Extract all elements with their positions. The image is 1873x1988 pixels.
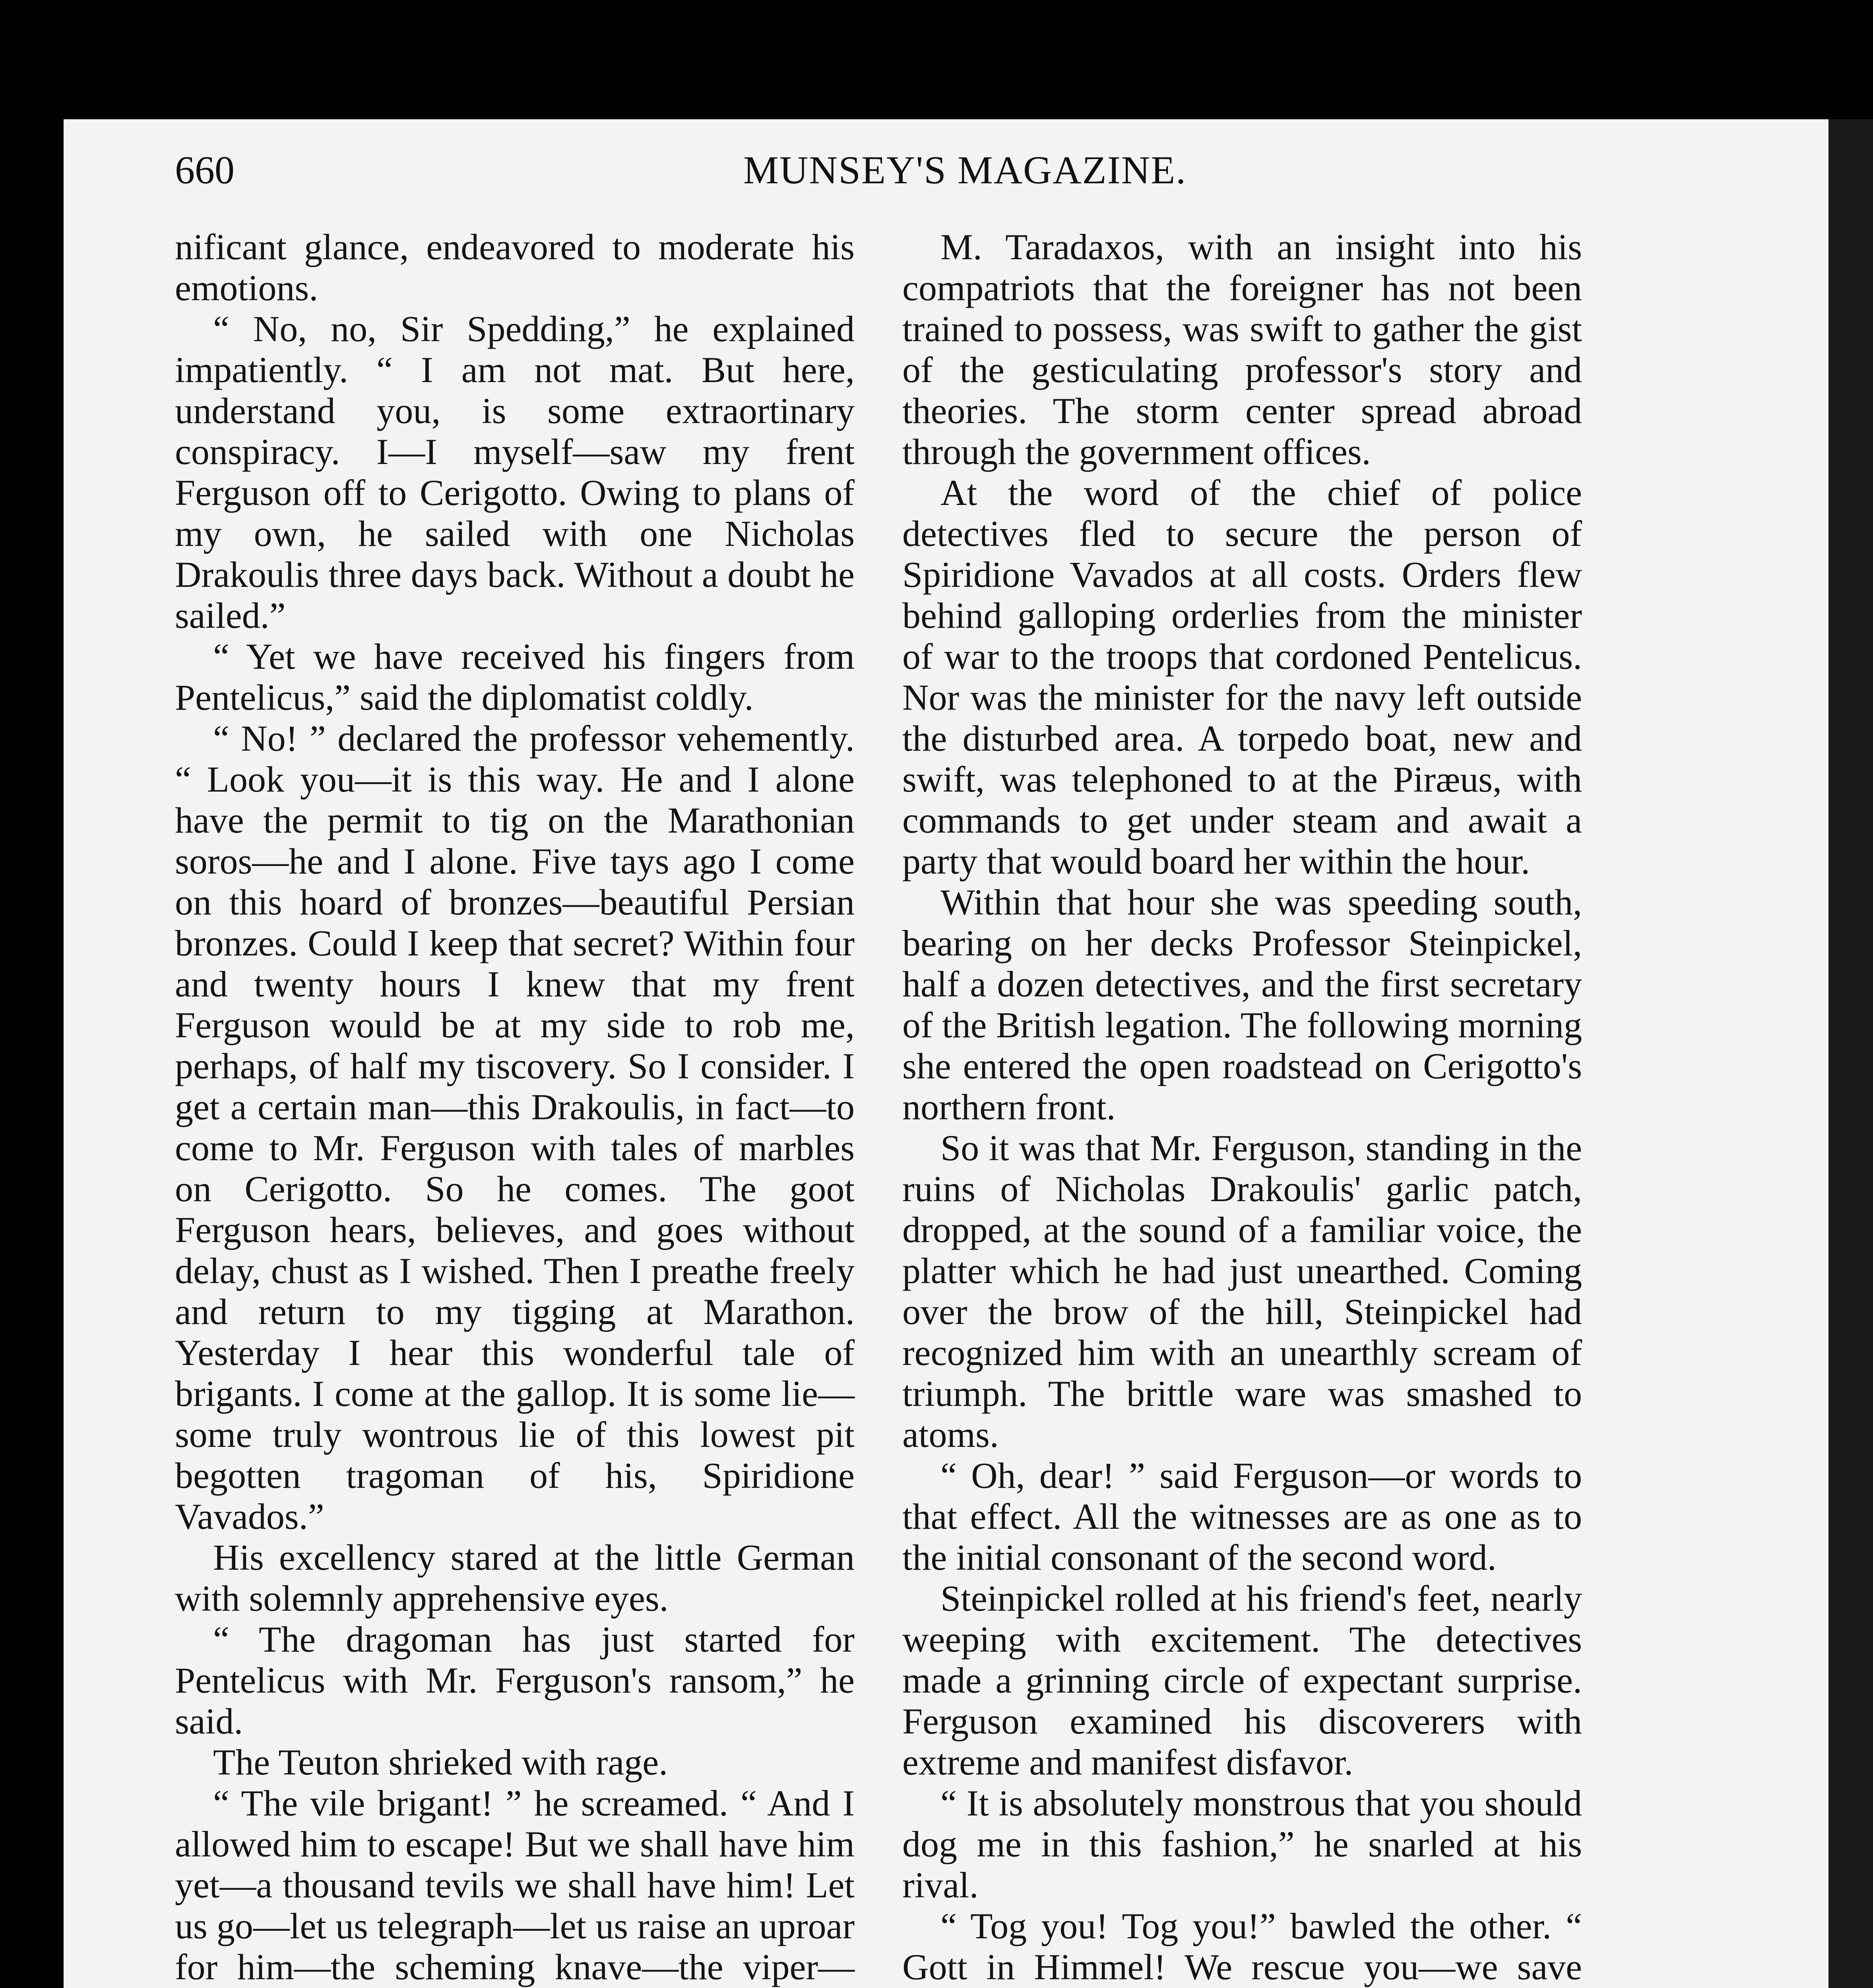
paragraph: “ No, no, Sir Spedding,” he explained impatiently. “ I am not mat. But here, understand you, is some extraortinary conspiracy. I—I myself—saw my frent Ferguson off to Cerigotto. Owing to plans of my own, he sailed with one Nicholas Drakoulis three days back. Without a doubt he sailed.” xyxy=(175,309,855,636)
left-column xyxy=(175,227,855,1988)
paragraph: “ It is absolutely monstrous that you should dog me in this fashion,” he snarled at his rival. xyxy=(902,1783,1582,1905)
paragraph: M. Taradaxos, with an insight into his compatriots that the foreigner has not been trained to possess, was swift to gather the gist of the gesticulating professor's story and theories. The storm center spread abroad through the government offices. xyxy=(902,227,1582,472)
right-column xyxy=(902,227,1582,1988)
paragraph: nificant glance, endeavored to moderate his emotions. xyxy=(175,227,855,308)
paragraph: Within that hour she was speeding south, bearing on her decks Professor Steinpickel, half a dozen detectives, and the first secretary of the British legation. The following morning she entered the open roadstead on Cerigotto's northern front. xyxy=(902,882,1582,1127)
paragraph: “ The vile brigant! ” he screamed. “ And I allowed him to escape! But we shall have him yet—a thousand tevils we shall have him! Let us go—let us telegraph—let us raise an uproar for him—the scheming knave—the viper— xyxy=(175,1783,855,1987)
paragraph: “ Oh, dear! ” said Ferguson—or words to that effect. All the witnesses are as one as to the initial consonant of the second word. xyxy=(902,1455,1582,1578)
paragraph: At the word of the chief of police detectives fled to secure the person of Spiridione Vavados at all costs. Orders flew behind galloping orderlies from the minister of war to the troops that cordoned Pentelicus. Nor was the minister for the navy left outside the disturbed area. A torpedo boat, new and swift, was telephoned to at the Piræus, with commands to get under steam and await a party that would board her within the hour. xyxy=(902,472,1582,881)
paragraph: “ No! ” declared the professor vehemently. “ Look you—it is this way. He and I alone have the permit to tig on the Marathonian soros—he and I alone. Five tays ago I come on this hoard of bronzes—beautiful Persian bronzes. Could I keep that secret? Within four and twenty hours I knew that my frent Ferguson would be at my side to rob me, perhaps, of half my tiscovery. So I consider. I get a certain man—this Drakoulis, in fact—to come to Mr. Ferguson with tales of marbles on Cerigotto. So he comes. The goot Ferguson hears, believes, and goes without delay, chust as I wished. Then I preathe freely and return to my tigging at Marathon. Yesterday I hear this wonderful tale of brigants. I come at the gallop. It is some lie—some truly wontrous lie of this lowest pit begotten tragoman of his, Spiridione Vavados.” xyxy=(175,718,855,1537)
paragraph: “ The dragoman has just started for Pentelicus with Mr. Ferguson's ransom,” he said. xyxy=(175,1619,855,1741)
paragraph: “ Tog you! Tog you!” bawled the other. “ Gott in Himmel! We rescue you—we save xyxy=(902,1906,1582,1987)
paragraph: “ Yet we have received his fingers from Pentelicus,” said the diplomatist coldly. xyxy=(175,636,855,718)
page-number: 660 xyxy=(175,148,235,192)
paragraph: His excellency stared at the little German with solemnly apprehensive eyes. xyxy=(175,1537,855,1619)
paragraph: So it was that Mr. Ferguson, standing in the ruins of Nicholas Drakoulis' garlic patch, dropped, at the sound of a familiar voice, the platter which he had just unearthed. Coming over the brow of the hill, Steinpickel had recognized him with an unearthly scream of triumph. The brittle ware was smashed to atoms. xyxy=(902,1128,1582,1455)
page-edge-shadow xyxy=(1828,119,1873,1988)
paragraph: The Teuton shrieked with rage. xyxy=(213,1742,668,1782)
running-head: MUNSEY'S MAGAZINE. xyxy=(743,148,1187,192)
page-header xyxy=(175,147,1574,227)
paragraph: Steinpickel rolled at his friend's feet, nearly weeping with excitement. The detectives made a grinning circle of expectant surprise. Ferguson examined his discoverers with extreme and manifest disfavor. xyxy=(902,1578,1582,1782)
